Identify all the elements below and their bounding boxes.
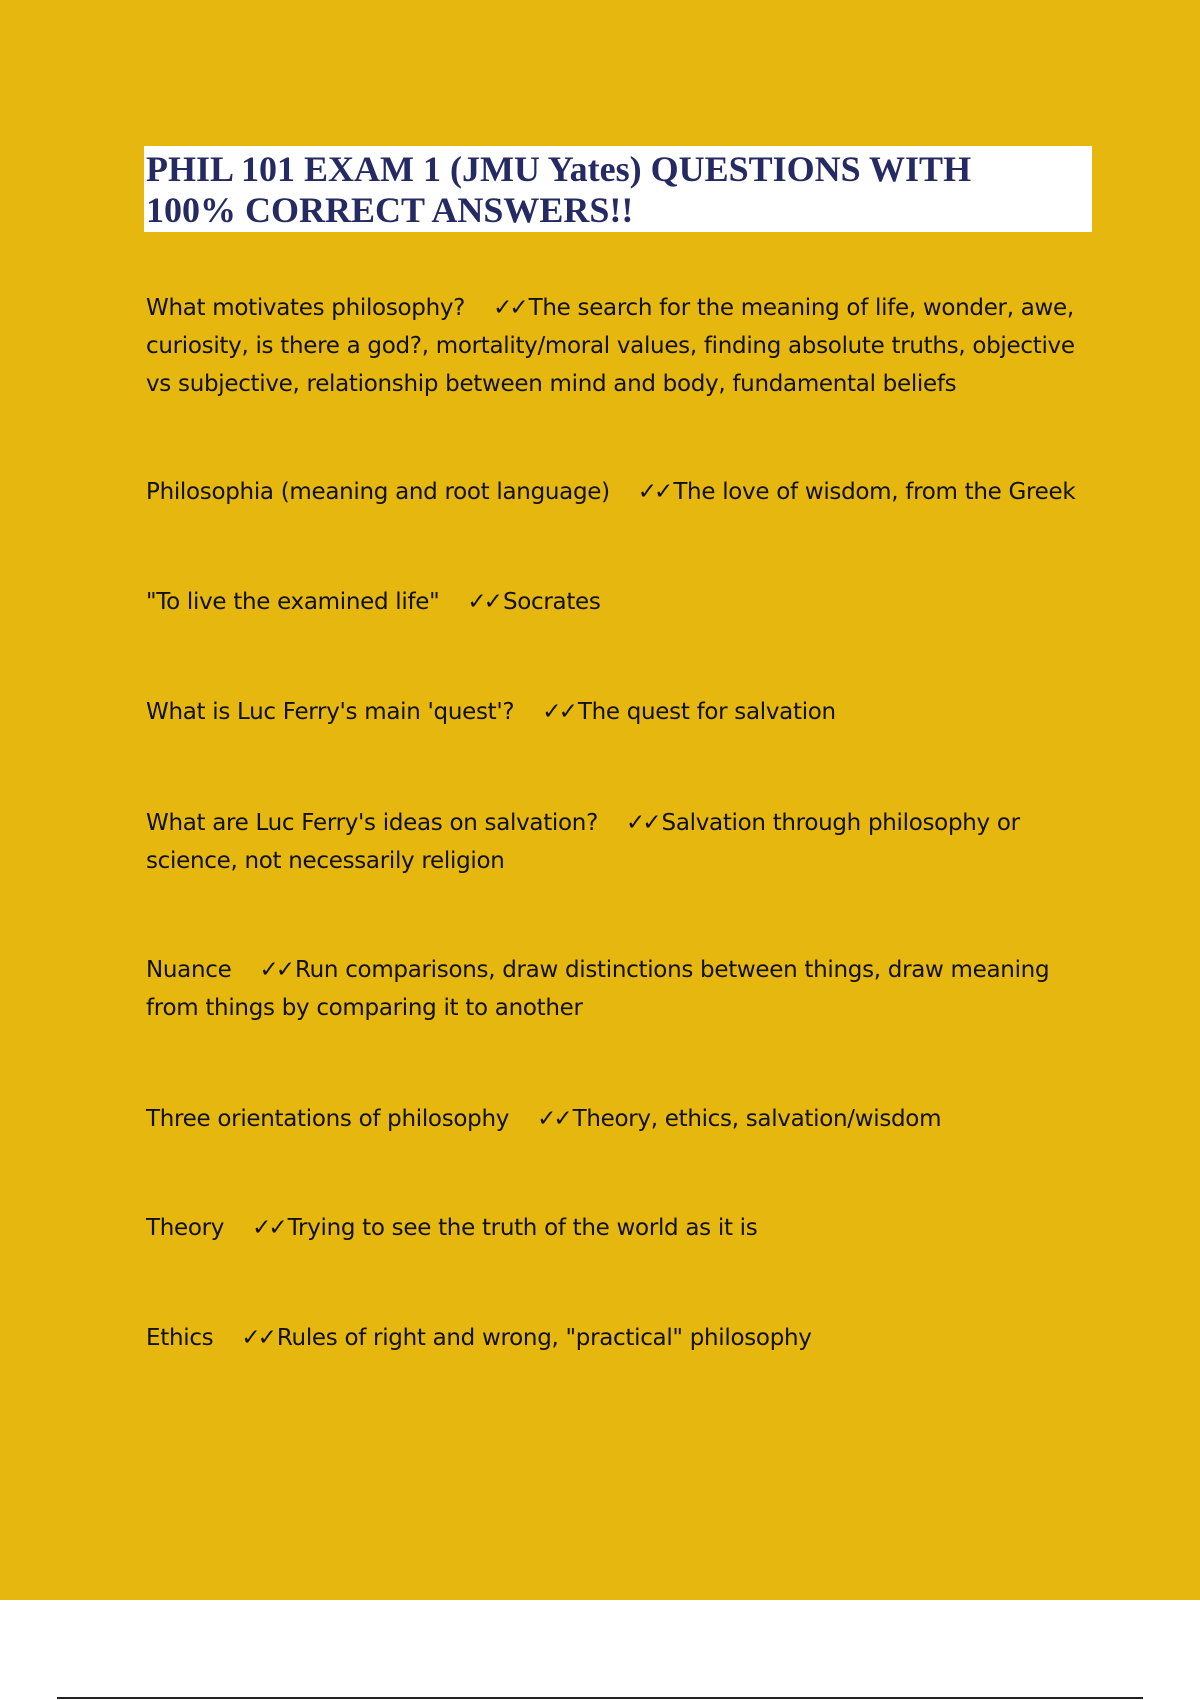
double-check-icon: ✓✓ [241,1325,274,1351]
question-text: Philosophia (meaning and root language) [146,479,610,505]
double-check-icon: ✓✓ [625,810,659,836]
qa-item [146,693,1086,731]
document-title: PHIL 101 EXAM 1 (JMU Yates) QUESTIONS WITH 100% CORRECT ANSWERS!! [146,149,972,230]
qa-item [146,1209,1086,1247]
qa-list [146,289,1086,1357]
qa-item [146,804,1086,880]
qa-item [146,1100,1086,1138]
question-text: Theory [146,1215,225,1241]
question-text: "To live the examined life" [146,589,440,615]
double-check-icon: ✓✓ [467,589,500,615]
title-box [144,146,1092,232]
answer-text: Trying to see the truth of the world as it is [287,1215,758,1241]
footer-rule [57,1697,1143,1699]
question-text: What is Luc Ferry's main 'quest'? [146,699,515,725]
double-check-icon: ✓✓ [542,699,575,725]
answer-text: Theory, ethics, salvation/wisdom [572,1106,942,1132]
answer-text: Rules of right and wrong, "practical" philosophy [276,1325,812,1351]
answer-text: Socrates [502,589,601,615]
double-check-icon: ✓✓ [537,1106,570,1132]
answer-text: Salvation through philosophy or science, not necessarily religion [146,810,1020,874]
qa-item [146,1319,1086,1357]
qa-item [146,473,1086,511]
qa-item [146,289,1086,403]
answer-text: The search for the meaning of life, wonder, awe, curiosity, is there a god?, mortality/moral values, finding absolute truths, objective vs subjective, relationship between mind and body, fundamental beliefs [146,295,1075,397]
qa-item [146,951,1086,1027]
question-text: What are Luc Ferry's ideas on salvation? [146,810,598,836]
question-text: What motivates philosophy? [146,295,466,321]
answer-text: The love of wisdom, from the Greek [673,479,1076,505]
double-check-icon: ✓✓ [637,479,671,505]
question-text: Three orientations of philosophy [146,1106,510,1132]
answer-text: The quest for salvation [577,699,836,725]
answer-text: Run comparisons, draw distinctions between things, draw meaning from things by comparing it to another [146,957,1050,1021]
double-check-icon: ✓✓ [259,957,292,983]
qa-item [146,583,1086,621]
double-check-icon: ✓✓ [493,295,526,321]
double-check-icon: ✓✓ [252,1215,285,1241]
question-text: Nuance [146,957,232,983]
question-text: Ethics [146,1325,214,1351]
